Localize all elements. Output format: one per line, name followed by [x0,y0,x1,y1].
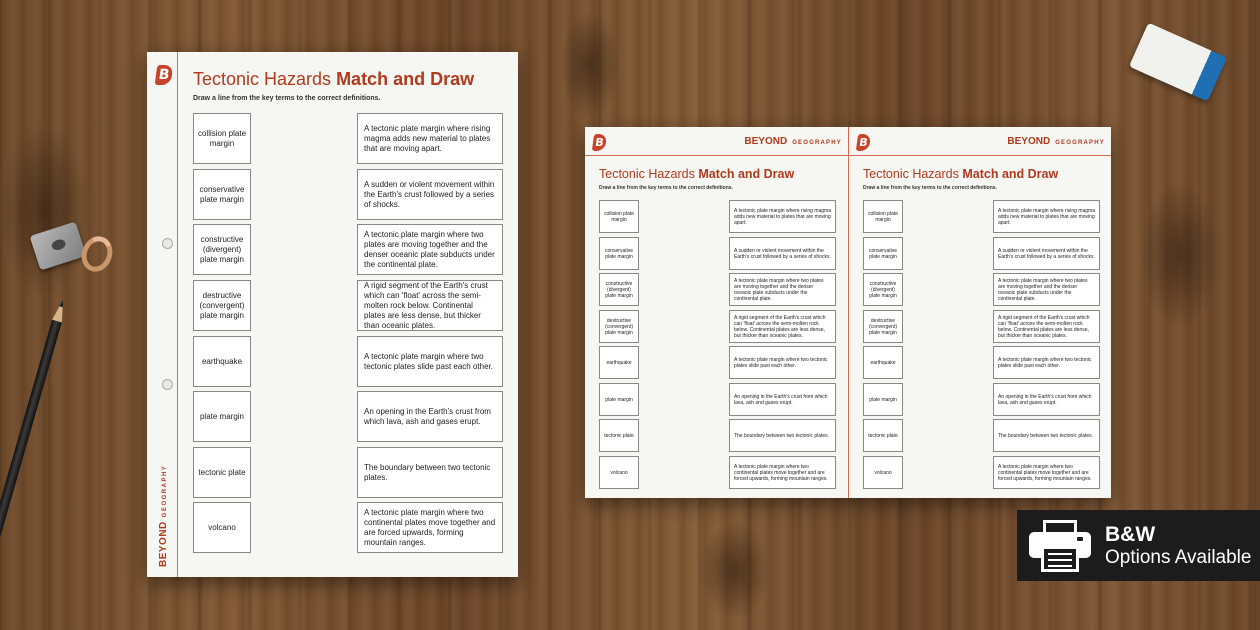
definition-box: A tectonic plate margin where two tectonic plates slide past each other. [357,336,503,387]
term-box: volcano [599,456,639,489]
definition-box: A sudden or violent movement within the Earth's crust followed by a series of shocks. [357,169,503,220]
term-box: volcano [193,502,251,553]
brand-header: BEYOND GEOGRAPHY [744,136,842,147]
term-box: plate margin [193,391,251,442]
definition-box: The boundary between two tectonic plates. [993,419,1100,452]
definition-box: A rigid segment of the Earth's crust which can 'float' across the semi-molten rock below. Continental plates are less dense, but thicker than oceanic plates. [357,280,503,331]
term-box: earthquake [193,336,251,387]
worksheet-title: Tectonic Hazards Match and Draw [193,69,475,89]
worksheet-title: Tectonic Hazards Match and Draw [863,167,1059,181]
term-box: conservative plate margin [193,169,251,220]
badge-title: B&W [1105,522,1156,546]
definition-box: A tectonic plate margin where rising magma adds new material to plates that are moving apart. [357,113,503,164]
eraser [1129,23,1227,102]
term-box: volcano [863,456,903,489]
worksheet-portrait [147,52,518,577]
beyond-logo-icon: B [856,134,871,151]
definition-box: A tectonic plate margin where rising magma adds new material to plates that are moving apart. [729,200,836,233]
term-box: conservative plate margin [863,237,903,270]
term-box: conservative plate margin [599,237,639,270]
definition-box: A tectonic plate margin where two plates are moving together and the denser oceanic plate subducts under the continental plate. [993,273,1100,306]
term-box: constructive (divergent) plate margin [599,273,639,306]
worksheet-instructions: Draw a line from the key terms to the correct definitions. [863,185,997,191]
bw-options-badge [1017,510,1260,581]
definition-box: A tectonic plate margin where two plates are moving together and the denser oceanic plate subducts under the continental plate. [729,273,836,306]
definition-box: An opening in the Earth's crust from which lava, ash and gases erupt. [357,391,503,442]
printer-icon [1029,520,1091,572]
badge-subtitle: Options Available [1105,546,1252,568]
definition-box: A sudden or violent movement within the Earth's crust followed by a series of shocks. [993,237,1100,270]
punch-hole [162,379,173,390]
header-line [585,155,848,156]
definition-box: A tectonic plate margin where two continental plates move together and are forced upwards, forming mountain ranges. [357,502,503,553]
definition-box: A tectonic plate margin where two tectonic plates slide past each other. [729,346,836,379]
definition-box: A tectonic plate margin where rising magma adds new material to plates that are moving apart. [993,200,1100,233]
term-box: earthquake [863,346,903,379]
term-box: plate margin [863,383,903,416]
worksheet-instructions: Draw a line from the key terms to the correct definitions. [193,95,381,102]
term-box: tectonic plate [863,419,903,452]
definition-box: A tectonic plate margin where two plates are moving together and the denser oceanic plate subducts under the continental plate. [357,224,503,275]
term-box: collision plate margin [193,113,251,164]
punch-hole [162,238,173,249]
beyond-logo-icon: B [592,134,607,151]
pencil [0,299,68,573]
term-box: tectonic plate [193,447,251,498]
beyond-logo-icon: B [155,65,174,85]
definition-box: A tectonic plate margin where two tectonic plates slide past each other. [993,346,1100,379]
definition-box: An opening in the Earth's crust from which lava, ash and gases erupt. [993,383,1100,416]
definition-box: A rigid segment of the Earth's crust which can 'float' across the semi-molten rock below. Continental plates are less dense, but thicker than oceanic plates. [993,310,1100,343]
term-box: constructive (divergent) plate margin [193,224,251,275]
header-line [849,155,1111,156]
margin-line [177,52,178,577]
definition-box: The boundary between two tectonic plates. [729,419,836,452]
worksheet-instructions: Draw a line from the key terms to the correct definitions. [599,185,733,191]
term-box: destructive (convergent) plate margin [193,280,251,331]
term-box: collision plate margin [599,200,639,233]
term-box: earthquake [599,346,639,379]
term-box: plate margin [599,383,639,416]
definition-box: A tectonic plate margin where two continental plates move together and are forced upwards, forming mountain ranges. [729,456,836,489]
definition-box: A rigid segment of the Earth's crust which can 'float' across the semi-molten rock below. Continental plates are less dense, but thicker than oceanic plates. [729,310,836,343]
worksheet-half-left [585,127,848,498]
term-box: destructive (convergent) plate margin [863,310,903,343]
term-box: destructive (convergent) plate margin [599,310,639,343]
definition-box: A tectonic plate margin where two continental plates move together and are forced upwards, forming mountain ranges. [993,456,1100,489]
definition-box: An opening in the Earth's crust from which lava, ash and gases erupt. [729,383,836,416]
term-box: collision plate margin [863,200,903,233]
term-box: tectonic plate [599,419,639,452]
definition-box: The boundary between two tectonic plates. [357,447,503,498]
worksheet-title: Tectonic Hazards Match and Draw [599,167,795,181]
worksheet-half-right [848,127,1111,498]
brand-header: BEYOND GEOGRAPHY [1007,136,1105,147]
worksheet-landscape [585,127,1111,498]
term-box: constructive (divergent) plate margin [863,273,903,306]
side-brand: BEYONDGEOGRAPHY [158,464,169,567]
definition-box: A sudden or violent movement within the Earth's crust followed by a series of shocks. [729,237,836,270]
